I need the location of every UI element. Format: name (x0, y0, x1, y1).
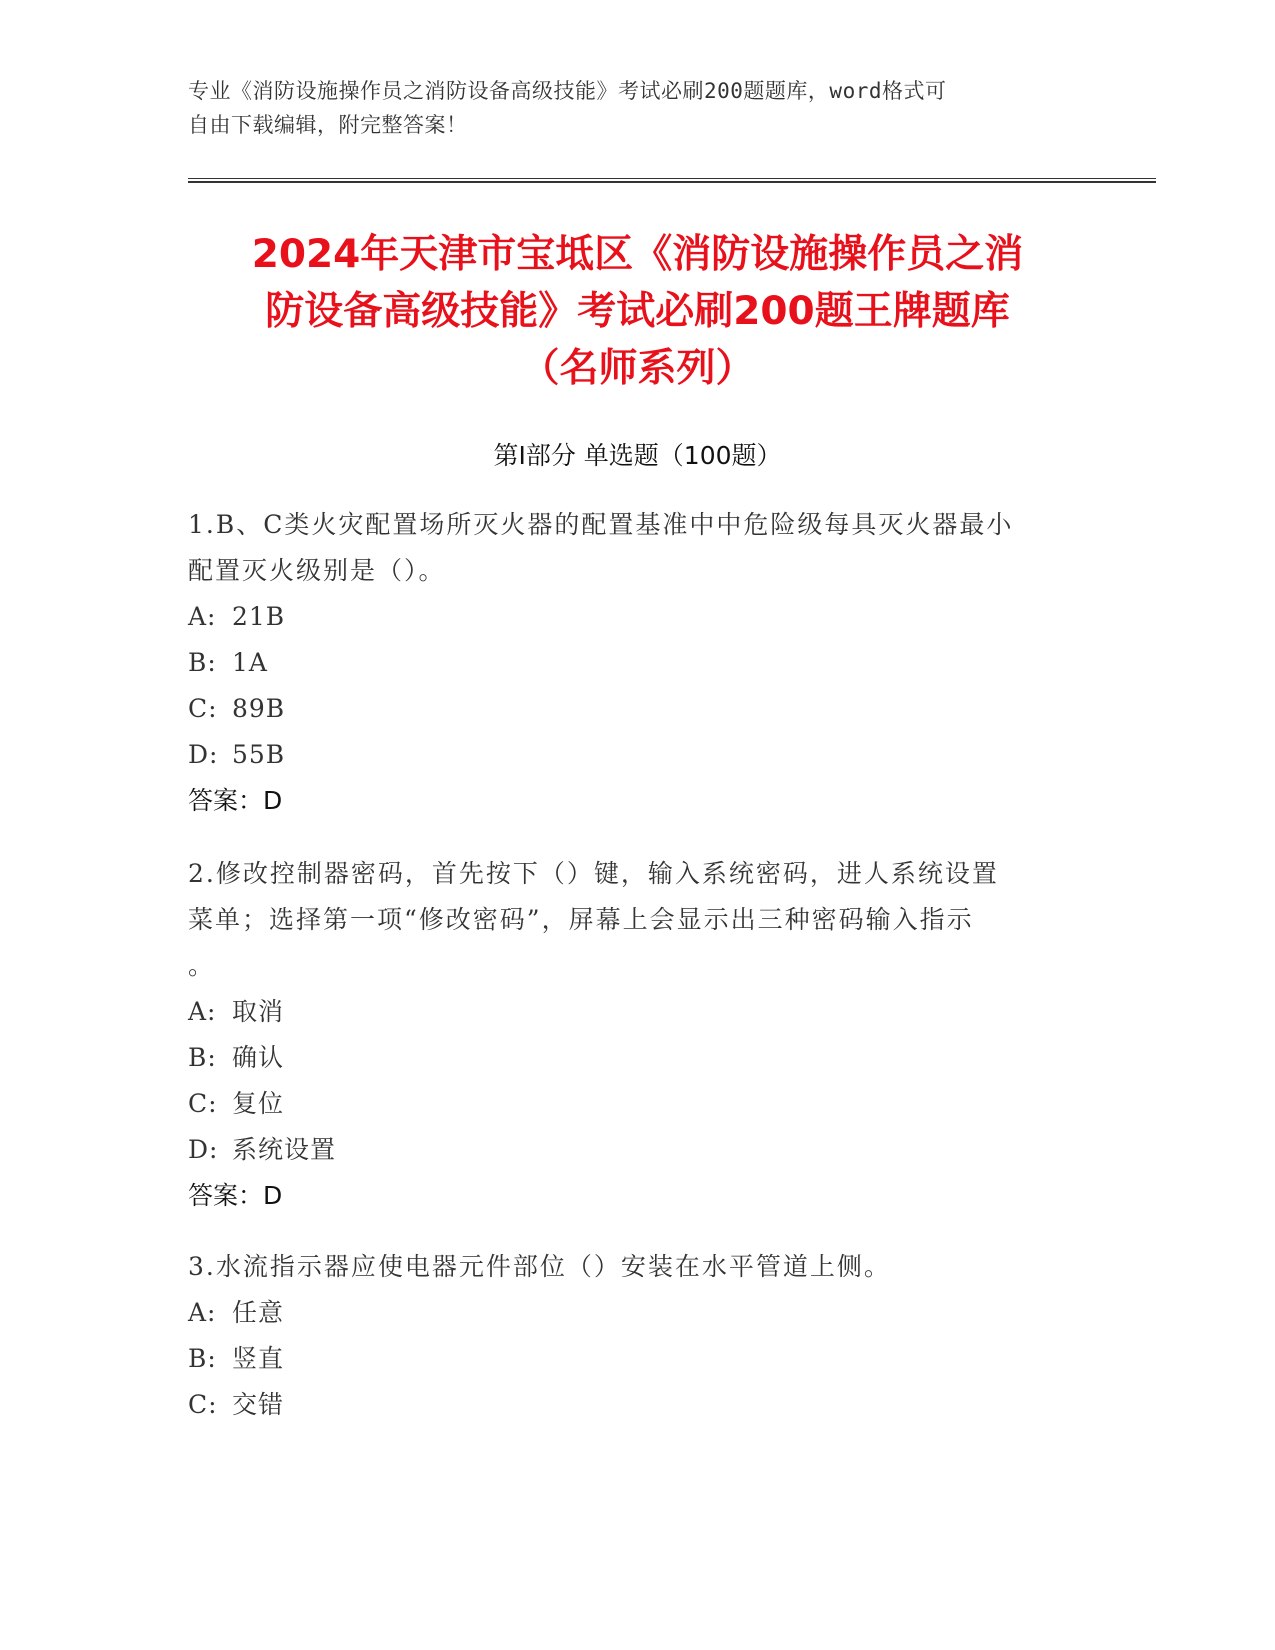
title-line: 2024年天津市宝坻区《消防设施操作员之消 (251, 232, 1024, 277)
question-text: 1.B、C类火灾配置场所灭火器的配置基准中中危险级每具灭火器最小 (188, 510, 1014, 539)
question-text: 菜单；选择第一项“修改密码”，屏幕上会显示出三种密码输入指示 (188, 905, 974, 934)
option-key: B: (188, 1043, 217, 1072)
option-text: 复位 (232, 1089, 285, 1118)
question-3 (188, 1244, 1068, 1428)
option-text: 交错 (232, 1390, 285, 1419)
header-divider-thin (188, 178, 1156, 179)
question-text: 3.水流指示器应使电器元件部位（）安装在水平管道上侧。 (188, 1252, 891, 1281)
option-text: 系统设置 (232, 1135, 337, 1164)
option-c (188, 1081, 1068, 1127)
option-key: A: (188, 602, 217, 631)
option-key: C: (188, 1089, 218, 1118)
header-divider-thick (188, 181, 1156, 183)
option-text: 21B (232, 602, 286, 631)
option-text: 89B (232, 694, 286, 723)
option-text: 55B (232, 740, 286, 769)
section-heading: 第Ⅰ部分 单选题（100题） (493, 441, 782, 470)
option-b (188, 1035, 1068, 1081)
answer-text: 答案：D (188, 1181, 283, 1210)
option-key: B: (188, 1344, 217, 1373)
option-text: 任意 (232, 1298, 285, 1327)
option-b (188, 640, 1068, 686)
header-note-line: 自由下载编辑，附完整答案！ (188, 113, 468, 137)
option-text: 竖直 (232, 1344, 285, 1373)
option-text: 确认 (232, 1043, 285, 1072)
title-line: （名师系列） (520, 346, 755, 391)
option-key: A: (188, 1298, 217, 1327)
option-a (188, 1290, 1068, 1336)
option-key: C: (188, 694, 218, 723)
question-text: 。 (188, 951, 216, 980)
answer-text: 答案：D (188, 786, 283, 815)
question-2 (188, 851, 1068, 1219)
header-note (188, 74, 1068, 142)
option-key: D: (188, 740, 219, 769)
option-d (188, 1127, 1068, 1173)
question-text: 配置灭火级别是（）。 (188, 556, 446, 585)
option-key: A: (188, 997, 217, 1026)
option-a (188, 594, 1068, 640)
option-d (188, 732, 1068, 778)
option-c (188, 686, 1068, 732)
option-key: C: (188, 1390, 218, 1419)
option-c (188, 1382, 1068, 1428)
question-1 (188, 502, 1068, 824)
option-key: B: (188, 648, 217, 677)
option-text: 取消 (232, 997, 285, 1026)
option-b (188, 1336, 1068, 1382)
document-title (160, 226, 1115, 397)
title-line: 防设备高级技能》考试必刷200题王牌题库 (265, 289, 1010, 334)
question-text: 2.修改控制器密码，首先按下（）键，输入系统密码，进人系统设置 (188, 859, 999, 888)
option-text: 1A (232, 648, 268, 677)
header-note-line: 专业《消防设施操作员之消防设备高级技能》考试必刷200题题库，word格式可 (188, 79, 947, 103)
option-key: D: (188, 1135, 219, 1164)
option-a (188, 989, 1068, 1035)
